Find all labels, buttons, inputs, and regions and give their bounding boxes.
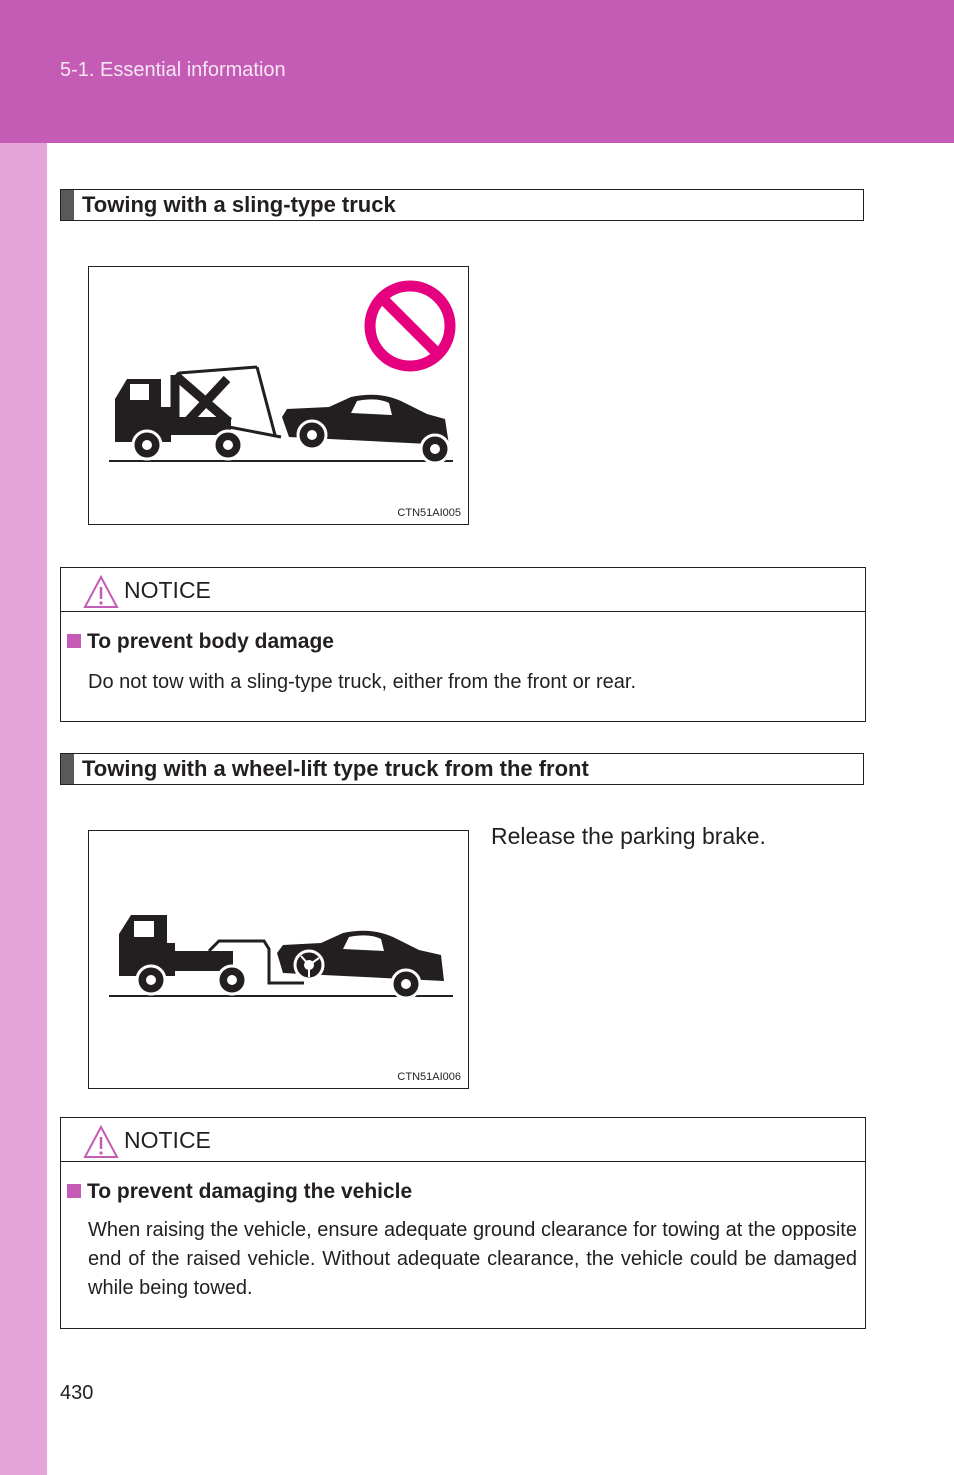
notice-subtitle-text: To prevent body damage xyxy=(87,630,334,653)
notice-body: When raising the vehicle, ensure adequate ground clearance for towing at the opposite end of the raised vehicle. Without adequate clearance, the vehicle could be damaged while being towed. xyxy=(88,1219,857,1299)
sling-tow-illustration xyxy=(89,267,470,526)
prohibition-icon xyxy=(370,286,450,366)
side-tab xyxy=(0,143,47,1475)
section-heading-wheel-lift xyxy=(60,753,864,785)
notice-subtitle xyxy=(67,630,334,654)
notice-label: NOTICE xyxy=(124,577,211,603)
notice-body: Do not tow with a sling-type truck, either from the front or rear. xyxy=(88,671,637,693)
notice-box-body-damage xyxy=(60,567,866,722)
notice-header xyxy=(61,1118,865,1162)
square-bullet-icon xyxy=(67,634,81,648)
warning-triangle-icon xyxy=(83,1125,119,1159)
section-heading-sling xyxy=(60,189,864,221)
notice-box-vehicle-damage xyxy=(60,1117,866,1329)
figure-sling-tow xyxy=(88,266,469,525)
breadcrumb: 5-1. Essential information xyxy=(60,59,286,81)
notice-subtitle xyxy=(67,1180,412,1204)
instruction-text: Release the parking brake. xyxy=(491,823,766,849)
section-title: Towing with a sling-type truck xyxy=(82,192,396,217)
figure-code: CTN51AI006 xyxy=(397,1071,461,1083)
warning-triangle-icon xyxy=(83,575,119,609)
heading-marker xyxy=(61,190,74,220)
page-number: 430 xyxy=(60,1382,94,1404)
notice-subtitle-text: To prevent damaging the vehicle xyxy=(87,1180,413,1203)
notice-label: NOTICE xyxy=(124,1127,211,1153)
square-bullet-icon xyxy=(67,1184,81,1198)
figure-code: CTN51AI005 xyxy=(397,507,461,519)
notice-header xyxy=(61,568,865,612)
figure-wheel-lift-tow xyxy=(88,830,469,1089)
section-title: Towing with a wheel-lift type truck from the front xyxy=(82,756,589,781)
heading-marker xyxy=(61,754,74,784)
wheel-lift-tow-illustration xyxy=(89,831,470,1090)
